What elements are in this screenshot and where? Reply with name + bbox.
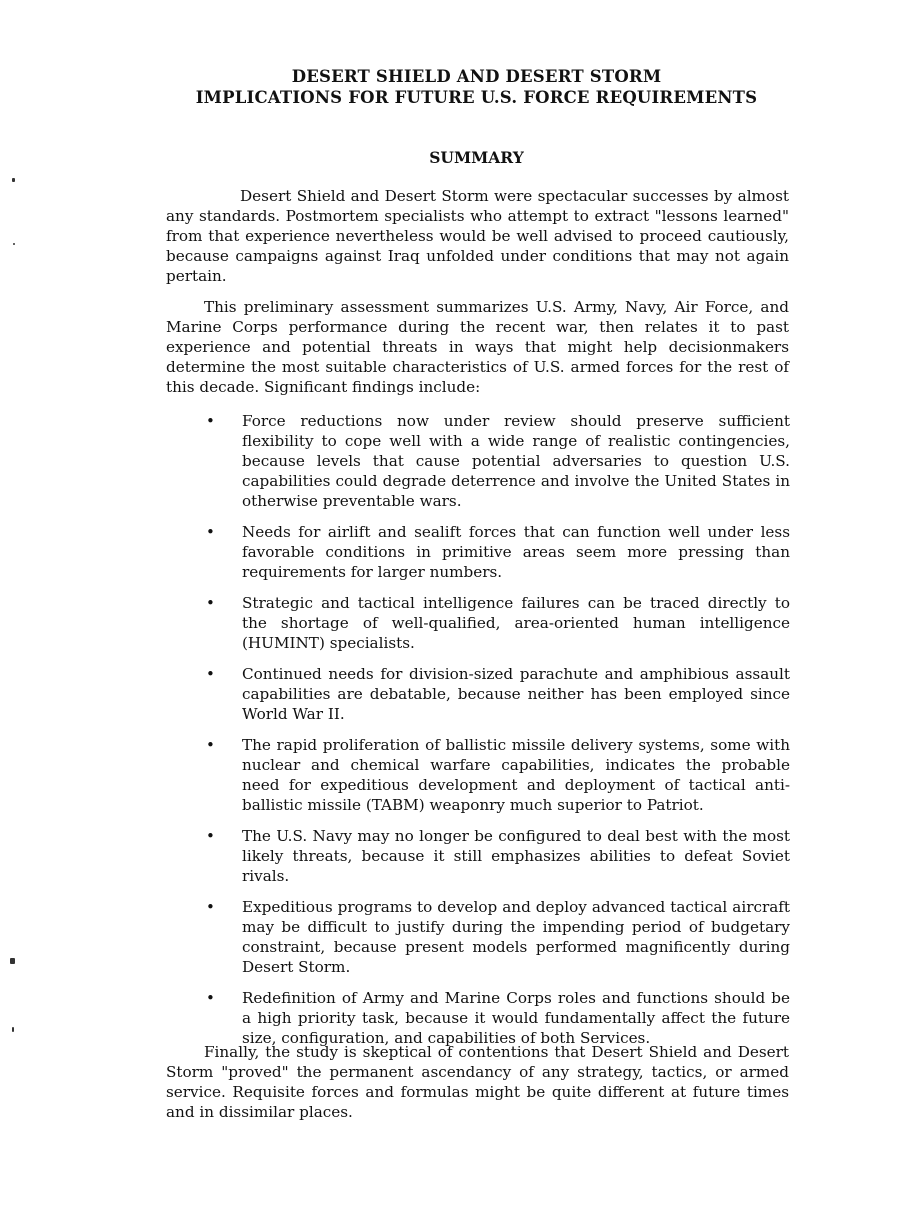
- finding-item: [200, 897, 790, 977]
- scan-speck: [12, 1027, 14, 1032]
- bullet-icon: •: [206, 594, 215, 612]
- finding-text: Continued needs for division-sized parachute and amphibious assault capabilities are debatable, because neither has been employed since World War II.: [242, 665, 790, 723]
- bullet-icon: •: [206, 523, 215, 541]
- summary-paragraph-1: Desert Shield and Desert Storm were spectacular successes by almost any standards. Postmortem specialists who attempt to extract "lessons learned" from that experience nevertheless would be well advised to proceed cautiously, because campaigns against Iraq unfolded under conditions that may not again pertain.: [166, 187, 789, 285]
- document-title-line-1: DESERT SHIELD AND DESERT STORM: [291, 67, 662, 86]
- bullet-icon: •: [206, 736, 215, 754]
- finding-text: Expeditious programs to develop and deploy advanced tactical aircraft may be difficult to justify during the impending period of budgetary constraint, because present models performed magnificently during Desert Storm.: [242, 898, 790, 976]
- bullet-icon: •: [206, 898, 215, 916]
- finding-text: The rapid proliferation of ballistic missile delivery systems, some with nuclear and chemical warfare capabilities, indicates the probable need for expeditious development and deployment of tactical anti-ballistic missile (TABM) weaponry much superior to Patriot.: [242, 736, 790, 814]
- bullet-icon: •: [206, 827, 215, 845]
- scan-speck: [13, 243, 15, 245]
- closing-paragraph: Finally, the study is skeptical of contentions that Desert Shield and Desert Storm "proved" the permanent ascendancy of any strategy, tactics, or armed service. Requisite forces and formulas might be quite different at future times and in dissimilar places.: [166, 1043, 789, 1121]
- bullet-icon: •: [206, 989, 215, 1007]
- finding-text: The U.S. Navy may no longer be configured to deal best with the most likely threats, because it still emphasizes abilities to defeat Soviet rivals.: [242, 827, 790, 885]
- finding-item: [200, 411, 790, 511]
- finding-text: Redefinition of Army and Marine Corps roles and functions should be a high priority task, because it would fundamentally affect the future size, configuration, and capabilities of both Services.: [242, 989, 790, 1047]
- finding-item: [200, 593, 790, 653]
- finding-item: [200, 664, 790, 724]
- summary-paragraph-2: This preliminary assessment summarizes U.S. Army, Navy, Air Force, and Marine Corps performance during the recent war, then relates it to past experience and potential threats in ways that might help decisionmakers determine the most suitable characteristics of U.S. armed forces for the rest of this decade. Significant findings include:: [166, 298, 789, 396]
- finding-text: Force reductions now under review should preserve sufficient flexibility to cope well with a wide range of realistic contingencies, because levels that cause potential adversaries to question U.S. capabilities could degrade deterrence and involve the United States in otherwise preventable wars.: [242, 412, 790, 510]
- finding-item: [200, 522, 790, 582]
- bullet-icon: •: [206, 412, 215, 430]
- findings-list: [200, 411, 790, 1048]
- finding-text: Needs for airlift and sealift forces that can function well under less favorable conditions in primitive areas seem more pressing than requirements for larger numbers.: [242, 523, 790, 581]
- section-heading-summary: SUMMARY: [429, 148, 524, 167]
- finding-text: Strategic and tactical intelligence failures can be traced directly to the shortage of well-qualified, area-oriented human intelligence (HUMINT) specialists.: [242, 594, 790, 652]
- bullet-icon: •: [206, 665, 215, 683]
- finding-item: [200, 988, 790, 1048]
- finding-item: [200, 735, 790, 815]
- scan-speck: [10, 958, 15, 964]
- scan-speck: [12, 178, 15, 182]
- document-title-line-2: IMPLICATIONS FOR FUTURE U.S. FORCE REQUIREMENTS: [195, 88, 758, 107]
- finding-item: [200, 826, 790, 886]
